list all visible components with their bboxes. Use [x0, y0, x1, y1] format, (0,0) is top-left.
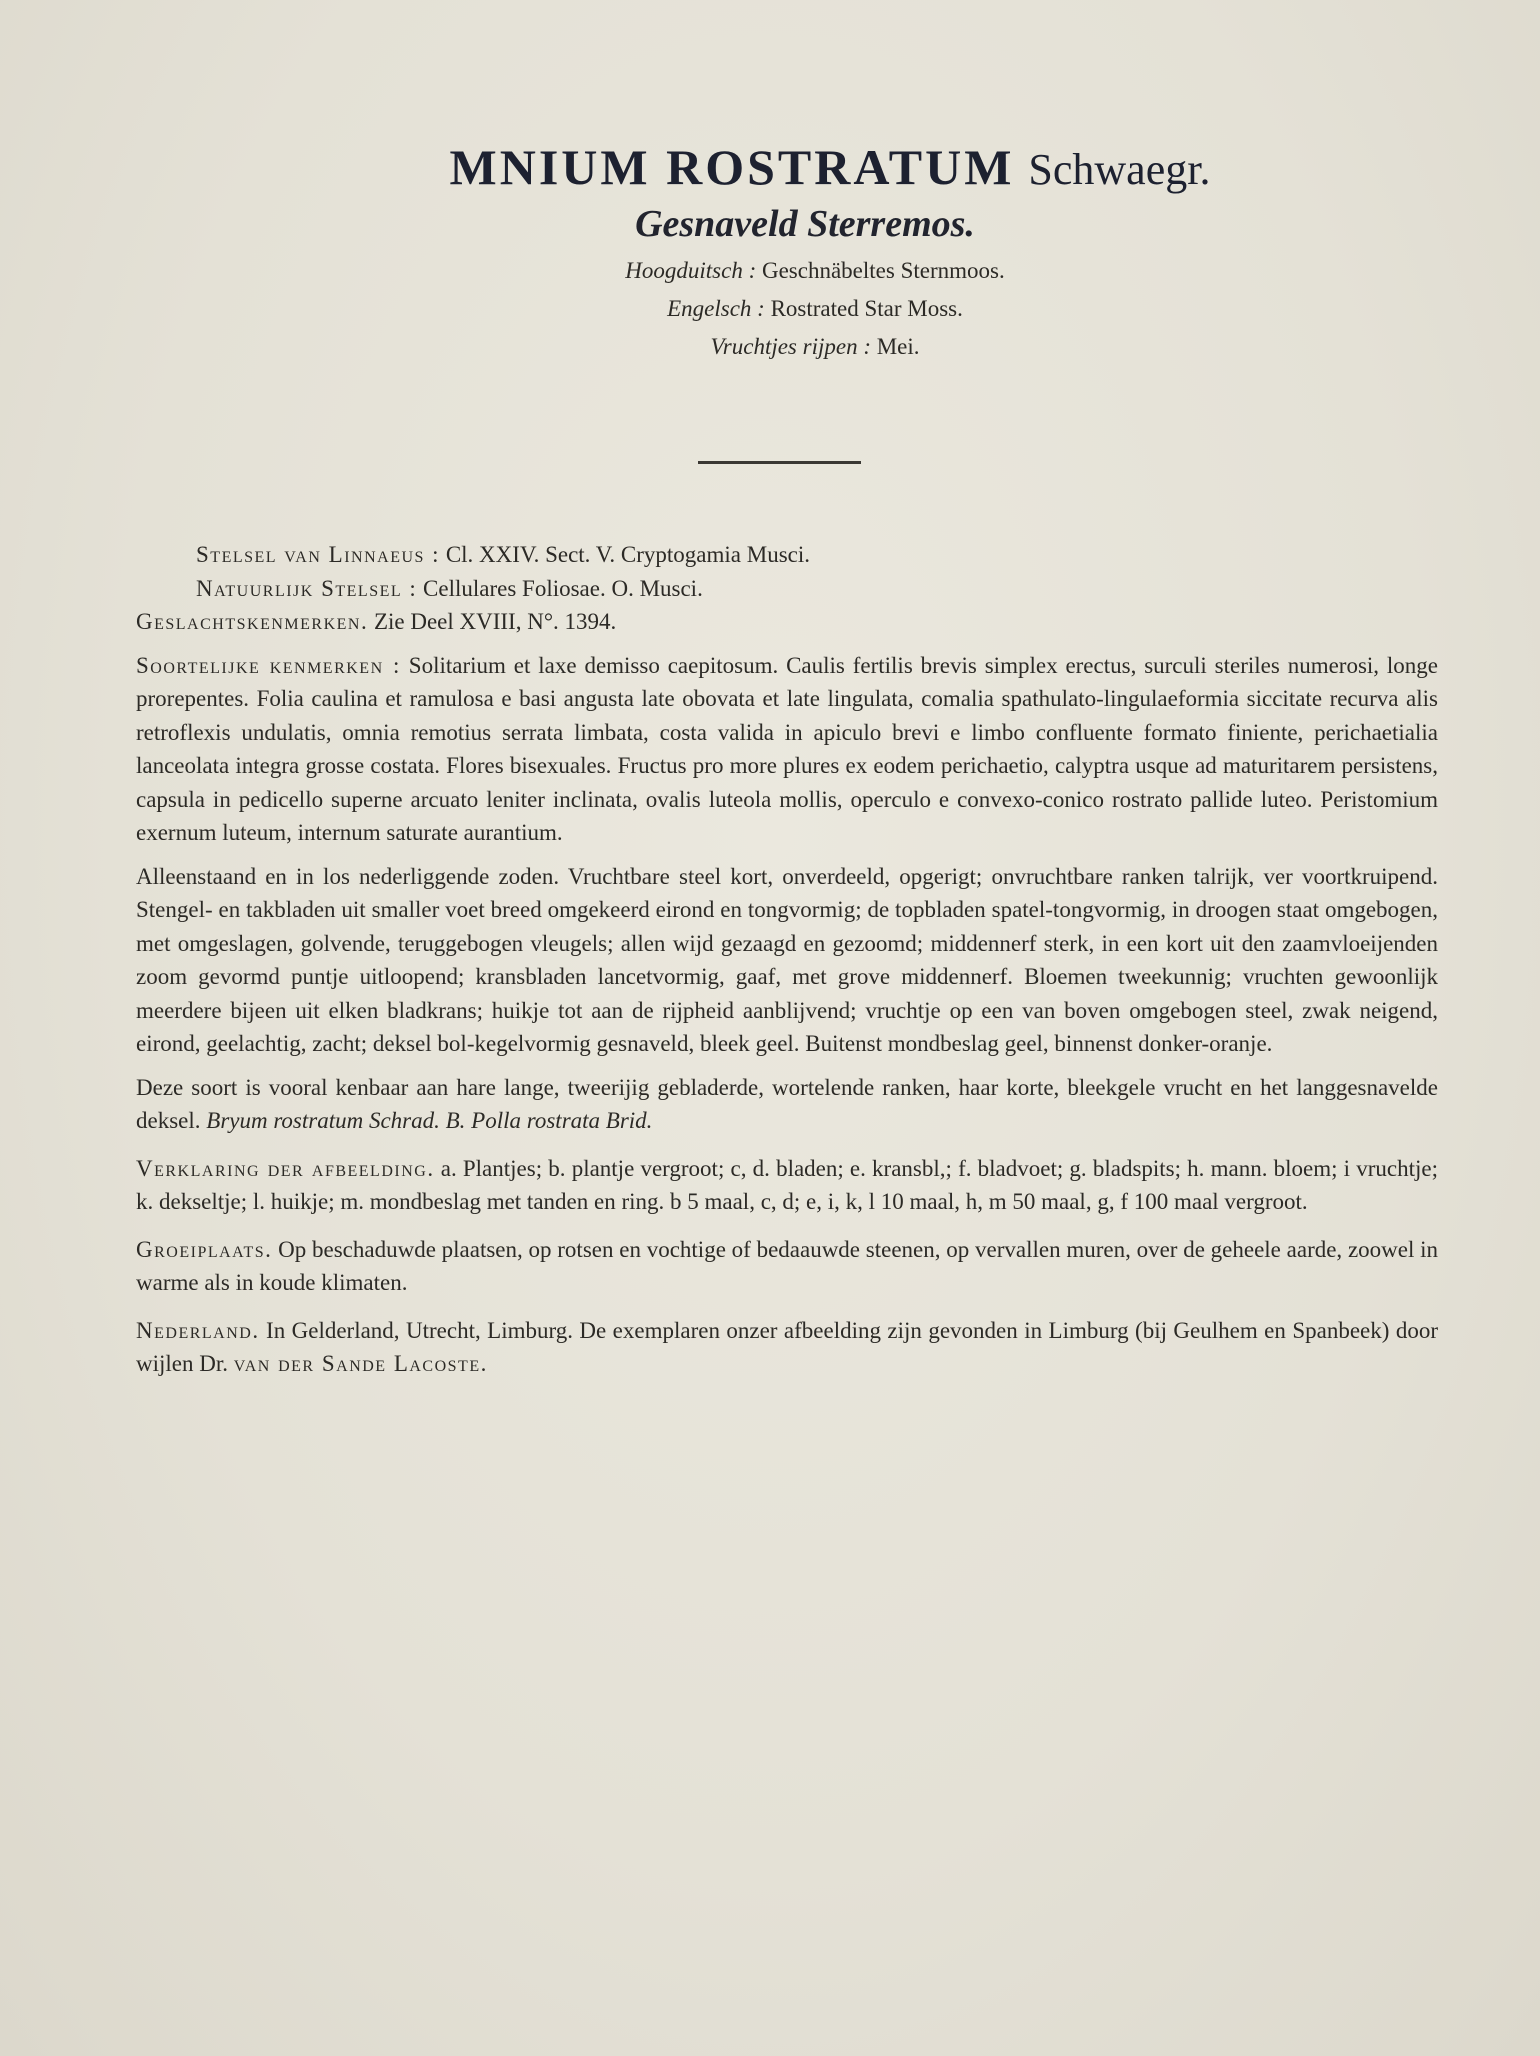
- collector-name: van der Sande Lacoste.: [233, 1351, 488, 1376]
- species-remark-text: Deze soort is vooral kenbaar aan hare lange, tweerijig gebladerde, wortelende ranken, haar korte, bleekgele vrucht en het langgesnavelde deksel.: [136, 1074, 1438, 1133]
- synonyms: Bryum rostratum Schrad. B. Polla rostrata Brid.: [206, 1108, 653, 1133]
- dutch-common-name: Gesnaveld Sterremos.: [635, 203, 975, 245]
- ripening-label: Vruchtjes rijpen :: [710, 334, 871, 359]
- species-author: Schwaegr.: [1028, 145, 1211, 194]
- natural-system-label: Natuurlijk Stelsel :: [196, 575, 418, 601]
- german-label: Hoogduitsch :: [625, 258, 757, 283]
- netherlands-distribution: [136, 1314, 1438, 1381]
- genus-label: Geslachtskenmerken.: [136, 609, 369, 634]
- german-name-line: [0, 258, 1540, 284]
- habitat-text: Op beschaduwde plaatsen, op rotsen en vochtige of bedaauwde steenen, op vervallen muren, over de geheele aarde, zoowel in warme als in koude klimaten.: [136, 1236, 1439, 1295]
- species-name: MNIUM ROSTRATUM: [449, 139, 1015, 195]
- main-text: [136, 538, 1438, 1381]
- ripening-line: [0, 334, 1540, 360]
- species-remark: [136, 1071, 1438, 1138]
- figure-explanation-label: Verklaring der afbeelding.: [136, 1155, 435, 1181]
- linnaeus-system-line: [136, 538, 1438, 572]
- genus-value: Zie Deel XVIII, N°. 1394.: [373, 609, 617, 634]
- english-name: Rostrated Star Moss.: [770, 296, 963, 321]
- species-characters-dutch-text: Alleenstaand en in los nederliggende zoden. Vruchtbare steel kort, onverdeeld, opgerigt; onvruchtbare ranken talrijk, ver voortkruipend. Stengel- en takbladen uit smaller voet breed omgekeerd eirond en tongvormig; de topbladen spatel-tongvormig, in droogen staat omgebogen, met omgeslagen, golvende, teruggebogen vleugels; allen wijd gezaagd en gezoomd; middennerf sterk, in een kort uit den zaamvloeijenden zoom gevormd puntje uitloopend; kransbladen lancetvormig, gaaf, met grove middennerf. Bloemen tweekunnig; vruchten gewoonlijk meerdere bijeen uit elken bladkrans; huikje tot aan de rijpheid aanblijvend; vruchtje op een van boven omgebogen steel, zwak neigend, eirond, geelachtig, zacht; deksel bol-kegelvormig gesnaveld, bleek geel. Buitenst mondbeslag geel, binnenst donker-oranje.: [136, 863, 1438, 1056]
- header: [0, 138, 1540, 360]
- habitat: [136, 1233, 1438, 1300]
- natural-system-value: Cellulares Foliosae. O. Musci.: [423, 575, 703, 601]
- section-divider: [698, 461, 861, 464]
- english-label: Engelsch :: [667, 296, 765, 321]
- german-name: Geschnäbeltes Sternmoos.: [761, 258, 1005, 283]
- species-characters-latin: [136, 649, 1438, 850]
- english-name-line: [0, 296, 1540, 322]
- natural-system-line: [136, 572, 1438, 606]
- figure-explanation: [136, 1152, 1438, 1219]
- page-title: [0, 138, 1540, 196]
- species-characters-latin-text: Solitarium et laxe demisso caepitosum. Caulis fertilis brevis simplex erectus, surculi steriles numerosi, longe prorepentes. Folia caulina et ramulosa e basi angusta late obovata et late lingulata, comalia spathulato-lingulaeformia siccitate recurva alis retroflexis undulatis, omnia remotius serrata limbata, costa valida in apiculo brevi e limbo confluente formato finiente, perichaetialia lanceolata integra grosse costata. Flores bisexuales. Fructus pro more plures ex eodem perichaetio, calyptra usque ad maturitarem persistens, capsula in pedicello superne arcuato leniter inclinata, ovalis luteola mollis, operculo e convexo-conico rostrato pallide luteo. Peristomium exernum luteum, internum saturate aurantium.: [136, 652, 1439, 845]
- species-characters-label: Soortelijke kenmerken :: [136, 652, 401, 678]
- ripening-value: Mei.: [876, 334, 920, 359]
- species-characters-dutch: [136, 860, 1438, 1061]
- linnaeus-value: Cl. XXIV. Sect. V. Cryptogamia Musci.: [445, 542, 810, 567]
- netherlands-label: Nederland.: [136, 1317, 260, 1343]
- genus-characters: [136, 605, 1438, 639]
- linnaeus-label: Stelsel van Linnaeus :: [196, 542, 441, 567]
- netherlands-text: In Gelderland, Utrecht, Limburg. De exemplaren onzer afbeelding zijn gevonden in Limburg (bij Geulhem en Spanbeek) door wijlen Dr.: [136, 1317, 1439, 1376]
- habitat-label: Groeiplaats.: [136, 1236, 273, 1262]
- figure-explanation-text: a. Plantjes; b. plantje vergroot; c, d. bladen; e. kransbl,; f. bladvoet; g. bladspits; h. mann. bloem; i vruchtje; k. dekseltje; l. huikje; m. mondbeslag met tanden en ring. b 5 maal, c, d; e, i, k, l 10 maal, h, m 50 maal, g, f 100 maal vergroot.: [136, 1155, 1438, 1214]
